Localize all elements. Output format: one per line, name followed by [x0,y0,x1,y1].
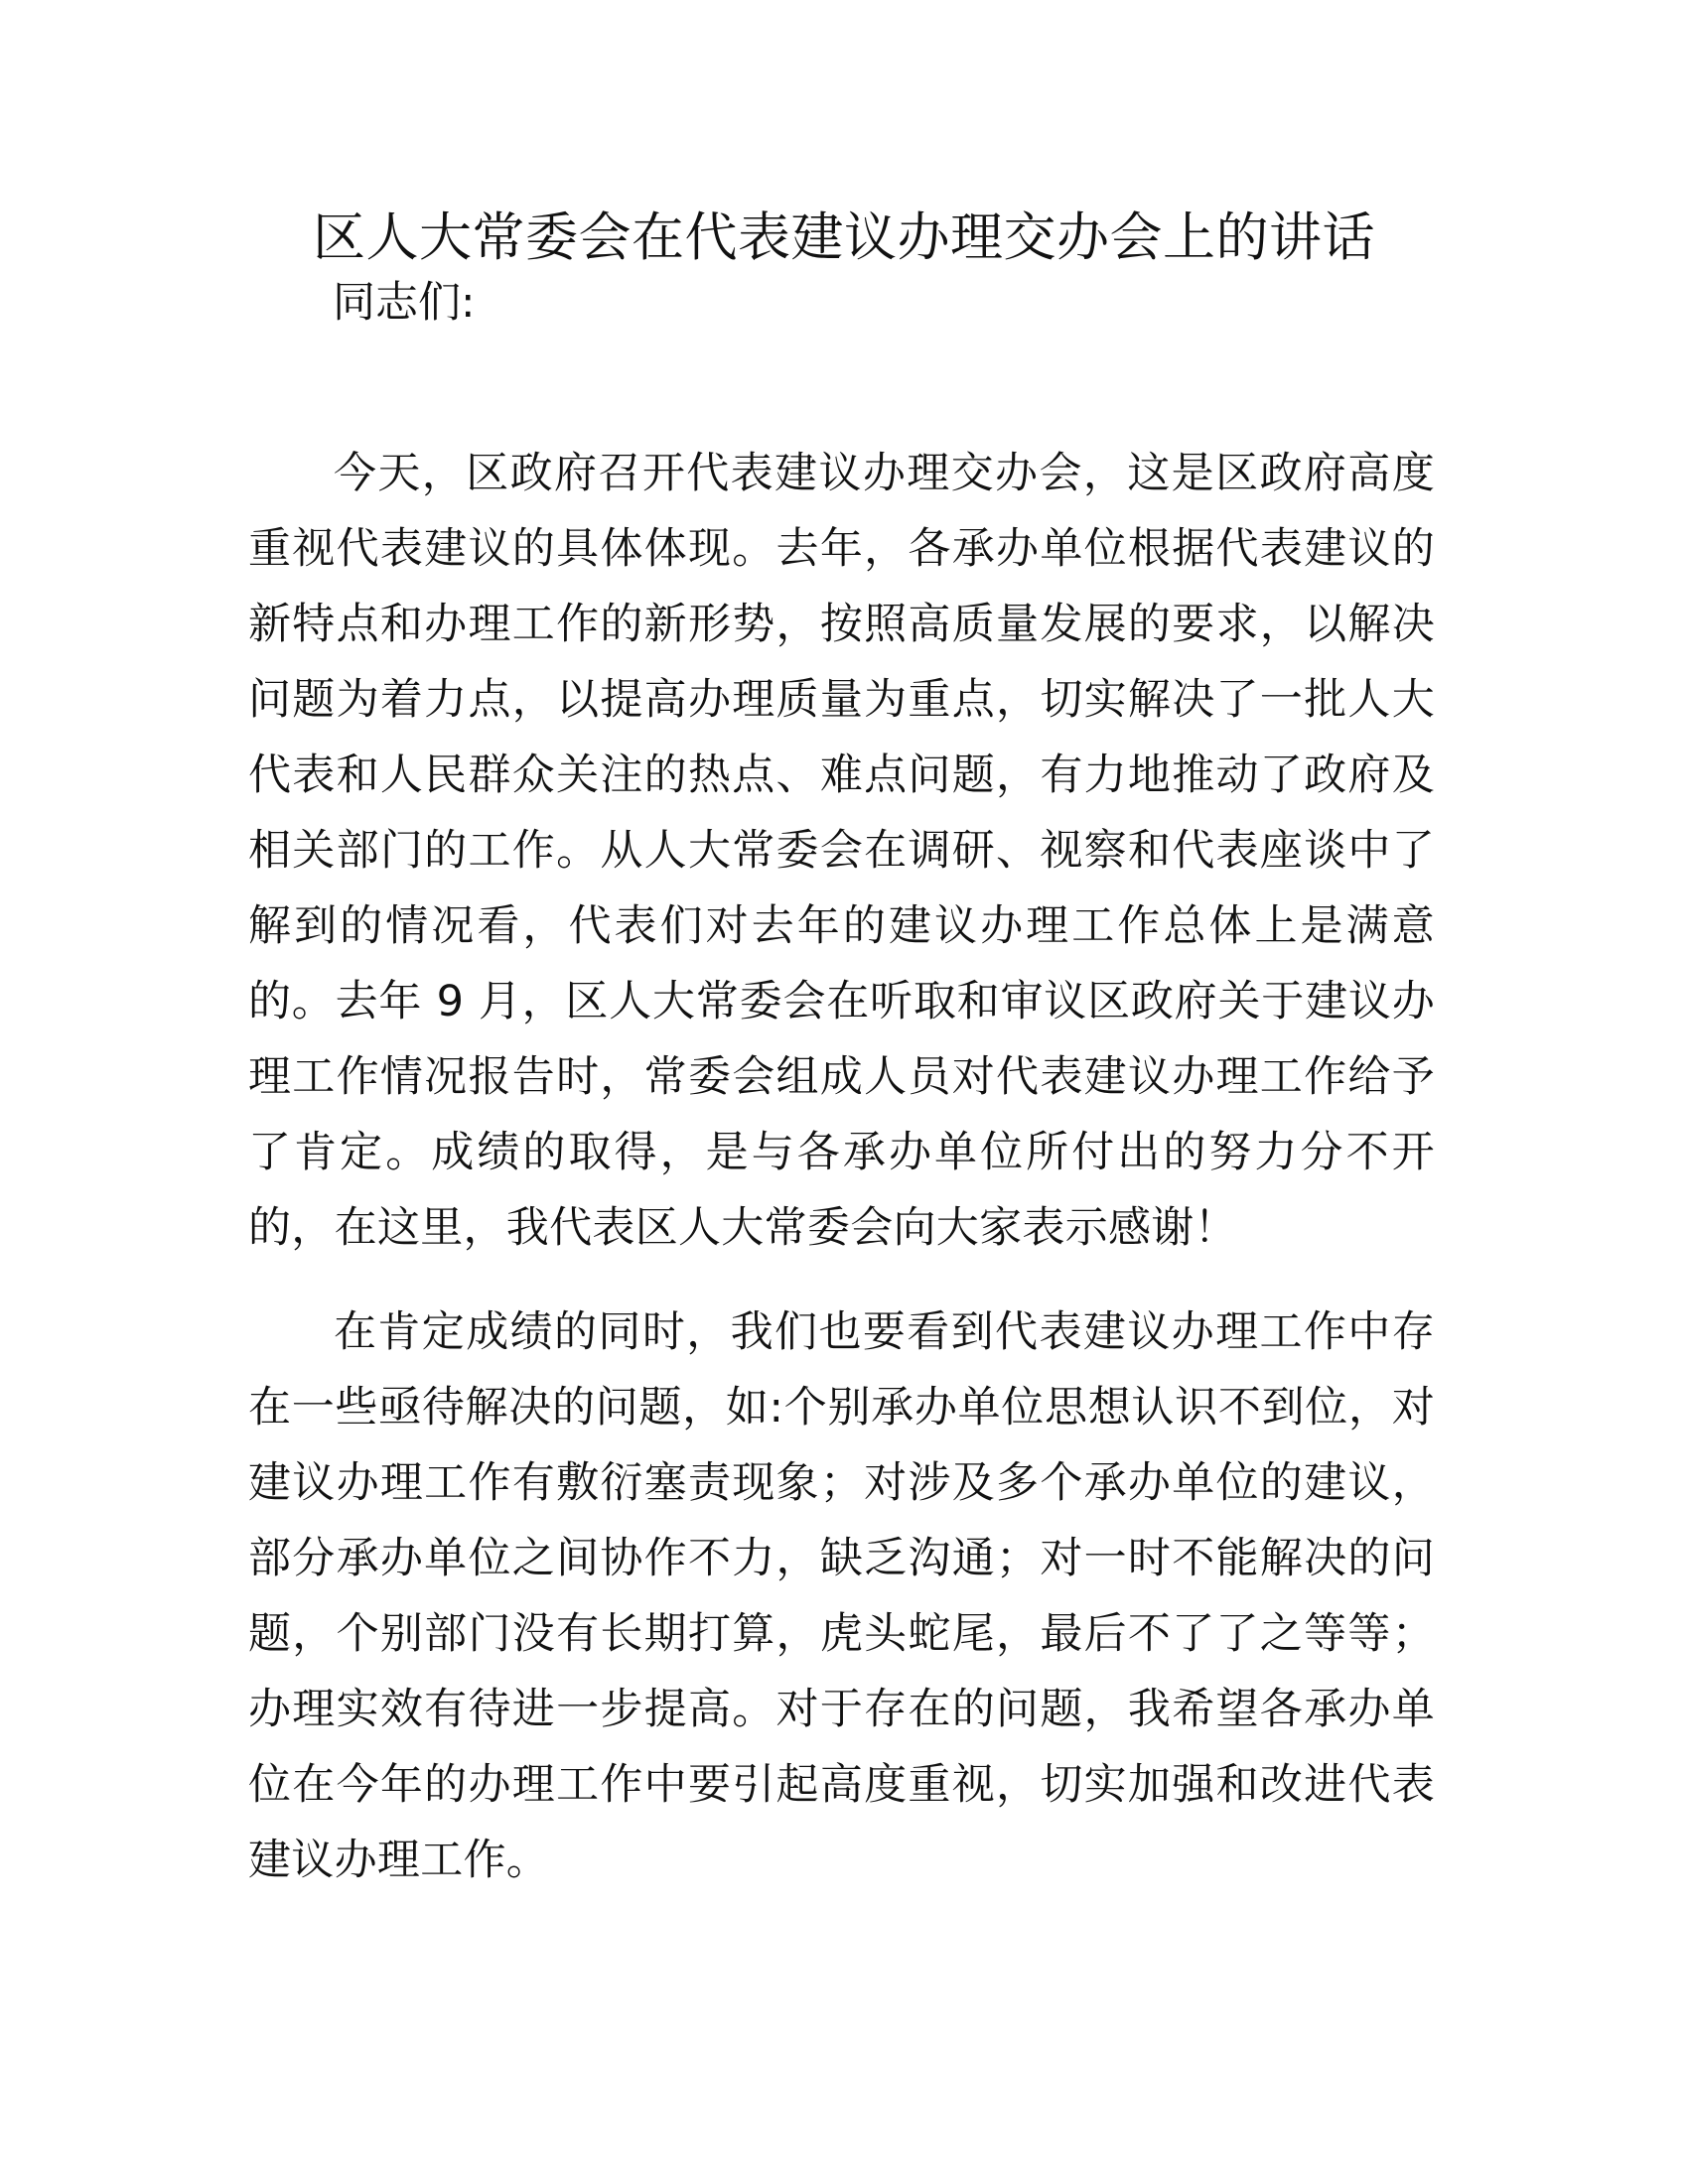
document-title: 区人大常委会在代表建议办理交办会上的讲话 [313,207,1375,268]
body-paragraph-1: 今天，区政府召开代表建议办理交办会，这是区政府高度重视代表建议的具体体现。去年，各承办单位根据代表建议的新特点和办理工作的新形势，按照高质量发展的要求，以解决问题为着力点，以提高办理质量为重点，切实解决了一批人大代表和人民群众关注的热点、难点问题，有力地推动了政府及相关部门的工作。从人大常委会在调研、视察和代表座谈中了解到的情况看，代表们对去年的建议办理工作总体上是满意的。去年 9 月，区人大常委会在听取和审议区政府关于建议办理工作情况报告时，常委会组成人员对代表建议办理工作给予了肯定。成绩的取得，是与各承办单位所付出的努力分不开的，在这里，我代表区人大常委会向大家表示感谢！ [248,449,1435,1253]
body-paragraph-2: 在肯定成绩的同时，我们也要看到代表建议办理工作中存在一些亟待解决的问题，如:个别承办单位思想认识不到位，对建议办理工作有敷衍塞责现象；对涉及多个承办单位的建议，部分承办单位之间协作不力，缺乏沟通；对一时不能解决的问题，个别部门没有长期打算，虎头蛇尾，最后不了了之等等；办理实效有待进一步提高。对于存在的问题，我希望各承办单位在今年的办理工作中要引起高度重视，切实加强和改进代表建议办理工作。 [248,1307,1435,1885]
salutation: 同志们: [333,278,476,328]
